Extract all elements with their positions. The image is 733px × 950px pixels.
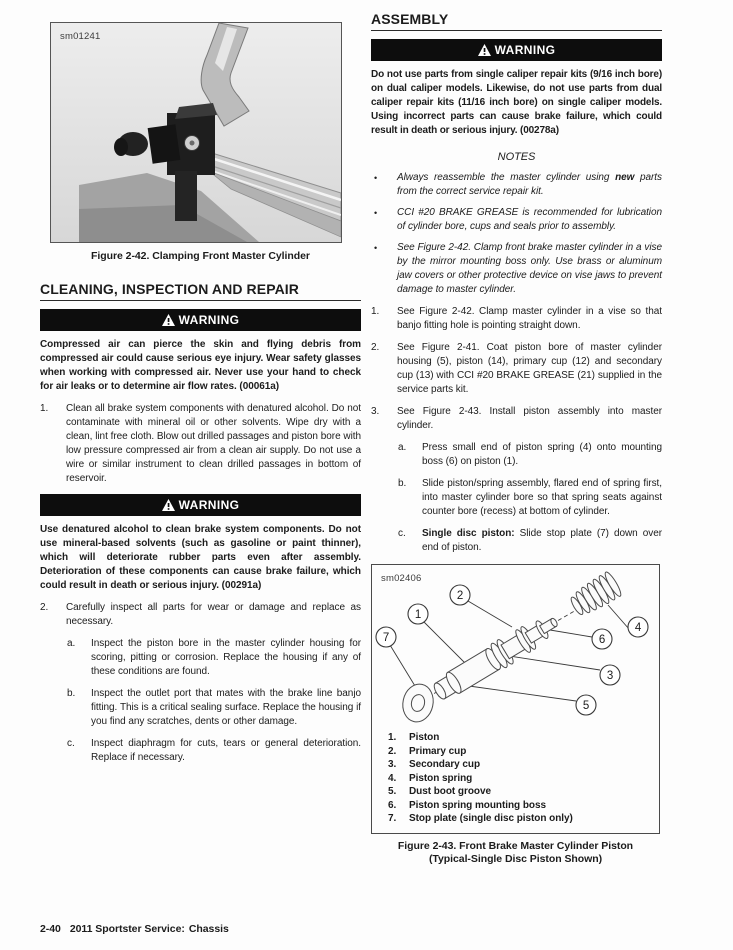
note-text: See Figure 2-42. Clamp front brake master cylinder in a vise by the mirror mounting boss only. Use brass or aluminum jaw covers or other protective device on vise jaws to prevent damage to master cylinder. xyxy=(397,242,662,295)
note-item xyxy=(371,171,662,199)
warning-banner xyxy=(371,39,662,61)
emphasis-single-disc: Single disc piston: xyxy=(422,528,515,539)
figure-2-43-caption: Figure 2-43. Front Brake Master Cylinder Piston (Typical-Single Disc Piston Shown) xyxy=(397,839,634,865)
legend-item: 7. Stop plate (single disc piston only) xyxy=(388,813,573,824)
substep-text: Single disc piston: Slide stop plate (7) down over end of piston. xyxy=(422,528,662,553)
bullet-marker: • xyxy=(374,243,378,253)
step-3c xyxy=(398,527,662,555)
svg-text:4: 4 xyxy=(634,622,642,634)
substep-text: Press small end of piston spring (4) onto mounting boss (6) on piston (1). xyxy=(422,442,662,467)
list-number: 3. xyxy=(371,406,380,417)
figure-2-43-legend xyxy=(372,731,659,833)
note-text: CCI #20 BRAKE GREASE is recommended for lubrication of cylinder bore, cups and seals prior to assembly. xyxy=(397,207,662,232)
step-text: See Figure 2-42. Clamp master cylinder in a vise so that banjo fitting hole is pointing straight down. xyxy=(397,306,662,331)
legend-item: 2. Primary cup xyxy=(388,745,467,757)
legend-item: 1. Piston xyxy=(388,732,440,743)
warning-triangle-icon xyxy=(162,314,175,326)
list-letter: a. xyxy=(67,638,76,649)
svg-text:6: 6 xyxy=(598,634,606,646)
list-number: 1. xyxy=(371,306,380,317)
step-3b xyxy=(398,477,662,519)
svg-text:5: 5 xyxy=(582,700,590,712)
step-1 xyxy=(371,305,662,333)
step-text: See Figure 2-41. Coat piston bore of master cylinder housing (5), piston (14), primary cup (12) and secondary cup (13) with CCI #20 BRAKE GREASE (21) supplied in the service parts kit. xyxy=(397,342,662,395)
list-item-inspect xyxy=(40,601,361,629)
list-letter: c. xyxy=(67,738,75,749)
warning-banner-label: WARNING xyxy=(178,498,240,512)
vise-photo-illustration xyxy=(51,23,341,242)
list-number: 1. xyxy=(40,403,49,414)
section-heading-cleaning: CLEANING, INSPECTION AND REPAIR xyxy=(40,282,361,301)
figure-2-42-photo xyxy=(50,22,342,243)
svg-text:3: 3 xyxy=(606,670,614,682)
list-number: 2. xyxy=(40,602,49,613)
section-heading-assembly: ASSEMBLY xyxy=(371,12,662,31)
piston-exploded-diagram xyxy=(372,565,659,731)
list-number: 2. xyxy=(371,342,380,353)
list-letter: c. xyxy=(398,528,406,539)
list-subitem-text: Inspect the piston bore in the master cylinder housing for scoring, pitting or corrosion. Replace the housing if any of these conditions are found. xyxy=(91,638,361,677)
footer-section: Chassis xyxy=(188,923,229,935)
legend-item: 4. Piston spring xyxy=(388,772,473,784)
step-3 xyxy=(371,405,662,433)
legend-item: 6. Piston spring mounting boss xyxy=(388,799,546,811)
list-item-text: Carefully inspect all parts for wear or damage and replace as necessary. xyxy=(66,602,361,627)
notes-heading: NOTES xyxy=(497,151,536,163)
page-footer xyxy=(40,922,229,936)
figure-2-42-caption: Figure 2-42. Clamping Front Master Cylinder xyxy=(91,250,310,262)
svg-text:2: 2 xyxy=(456,590,464,602)
note-item xyxy=(371,241,662,297)
step-3a xyxy=(398,441,662,469)
list-letter: b. xyxy=(67,688,76,699)
list-subitem-b xyxy=(67,687,361,729)
bullet-marker: • xyxy=(374,208,378,218)
warning-triangle-icon xyxy=(478,44,491,56)
list-subitem-a xyxy=(67,637,361,679)
warning-text-denatured-alcohol: Use denatured alcohol to clean brake system components. Do not use mineral-based solvents (such as gasoline or paint thinner), which will deteriorate rubber parts even after assembly. Deterioration of these components can cause brake failure, which could result in death or serious injury. (00291a) xyxy=(40,524,361,591)
right-column xyxy=(371,12,662,867)
photo-id-tag: sm01241 xyxy=(60,31,101,42)
footer-page-number: 2-40 xyxy=(40,923,61,935)
left-column xyxy=(40,12,361,765)
legend-item: 5. Dust boot groove xyxy=(388,786,491,797)
note-item xyxy=(371,206,662,234)
list-subitem-text: Inspect diaphragm for cuts, tears or general deterioration. Replace if necessary. xyxy=(91,738,361,763)
list-item-clean xyxy=(40,402,361,486)
warning-banner xyxy=(40,309,361,331)
bullet-marker: • xyxy=(374,173,378,183)
list-letter: b. xyxy=(398,478,407,489)
list-item-text: Clean all brake system components with denatured alcohol. Do not contaminate with mineral oil or other solvents. Wipe dry with a clean, lint free cloth. Blow out drilled passages and piston bore with low pressure compressed air from a clean air supply. Do not use a wire or similar instrument to clean drilled passages in bottom of reservoir. xyxy=(66,403,361,484)
list-subitem-text: Inspect the outlet port that mates with the brake line banjo fitting. This is a critical sealing surface. Replace the housing if you find any scratches, dents or other damage. xyxy=(91,688,361,727)
figure-2-43-box xyxy=(371,564,660,834)
svg-text:1: 1 xyxy=(414,609,422,621)
warning-banner-label: WARNING xyxy=(178,313,240,327)
footer-title: 2011 Sportster Service: Chassis xyxy=(69,923,229,935)
emphasis-new: new xyxy=(615,172,635,183)
warning-triangle-icon xyxy=(162,499,175,511)
warning-text-repair-kits: Do not use parts from single caliper repair kits (9/16 inch bore) on dual caliper models. Likewise, do not use parts from dual caliper repair kits (11/16 inch bore) on single caliper models. Using incorrect parts can cause brake failure, which could result in death or serious injury. (00278a) xyxy=(371,69,662,136)
list-letter: a. xyxy=(398,442,407,453)
warning-text-compressed-air: Compressed air can pierce the skin and flying debris from compressed air could cause serious eye injury. Wear safety glasses when working with compressed air. Never use your hand to check for air leaks or to determine air flow rates. (00061a) xyxy=(40,339,361,392)
photo-id-tag: sm02406 xyxy=(381,573,422,584)
step-text: See Figure 2-43. Install piston assembly into master cylinder. xyxy=(397,406,662,431)
list-subitem-c xyxy=(67,737,361,765)
svg-text:7: 7 xyxy=(382,632,390,644)
step-2 xyxy=(371,341,662,397)
legend-item: 3. Secondary cup xyxy=(388,759,481,770)
substep-text: Slide piston/spring assembly, flared end of spring first, into master cylinder bore so that spring seats against counter bore (recess) at bottom of cylinder. xyxy=(422,478,662,517)
warning-banner xyxy=(40,494,361,516)
note-text: Always reassemble the master cylinder using new parts from the correct service repair kit. xyxy=(397,172,662,197)
warning-banner-label: WARNING xyxy=(494,43,556,57)
